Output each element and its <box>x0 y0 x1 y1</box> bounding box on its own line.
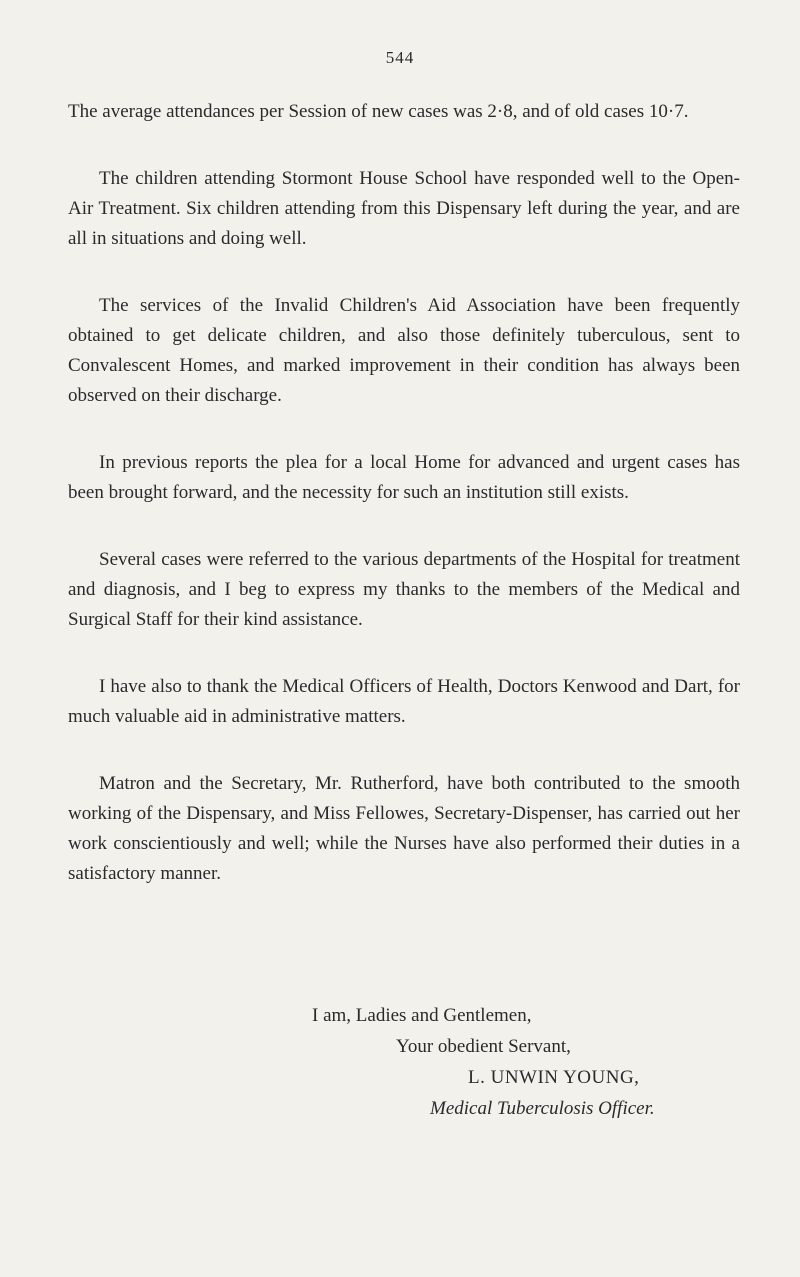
servant-line: Your obedient Servant, <box>396 1036 571 1057</box>
paragraph-school: The children attending Stormont House School have responded well to the Open-Air Treatment. Six children attending from this Dispensary left during the year, and are all in situations and doing well. <box>68 168 740 249</box>
body-text <box>68 97 740 926</box>
page-number: 544 <box>385 48 415 67</box>
paragraph-hospital-referrals: Several cases were referred to the various departments of the Hospital for treatment and diagnosis, and I beg to express my thanks to the members of the Medical and Surgical Staff for their kind assistance. <box>68 549 740 630</box>
closing-line: I am, Ladies and Gentlemen, <box>312 1005 532 1026</box>
paragraph-attendances: The average attendances per Session of new cases was 2·8, and of old cases 10·7. <box>68 101 689 122</box>
signatory-title: Medical Tuberculosis Officer. <box>430 1098 655 1119</box>
signatory-name: L. UNWIN YOUNG, <box>468 1067 640 1088</box>
paragraph-medical-officers: I have also to thank the Medical Officers of Health, Doctors Kenwood and Dart, for much valuable aid in administrative matters. <box>68 676 740 727</box>
paragraph-aid-association: The services of the Invalid Children's Aid Association have been frequently obtained to get delicate children, and also those definitely tuberculous, sent to Convalescent Homes, and marked improvement in their condition has always been observed on their discharge. <box>68 295 740 406</box>
paragraph-local-home: In previous reports the plea for a local Home for advanced and urgent cases has been brought forward, and the necessity for such an institution still exists. <box>68 452 740 503</box>
paragraph-staff-thanks: Matron and the Secretary, Mr. Rutherford, have both contributed to the smooth working of the Dispensary, and Miss Fellowes, Secretary-Dispenser, has carried out her work conscientiously and well; while the Nurses have also performed their duties in a satisfactory manner. <box>68 773 740 884</box>
